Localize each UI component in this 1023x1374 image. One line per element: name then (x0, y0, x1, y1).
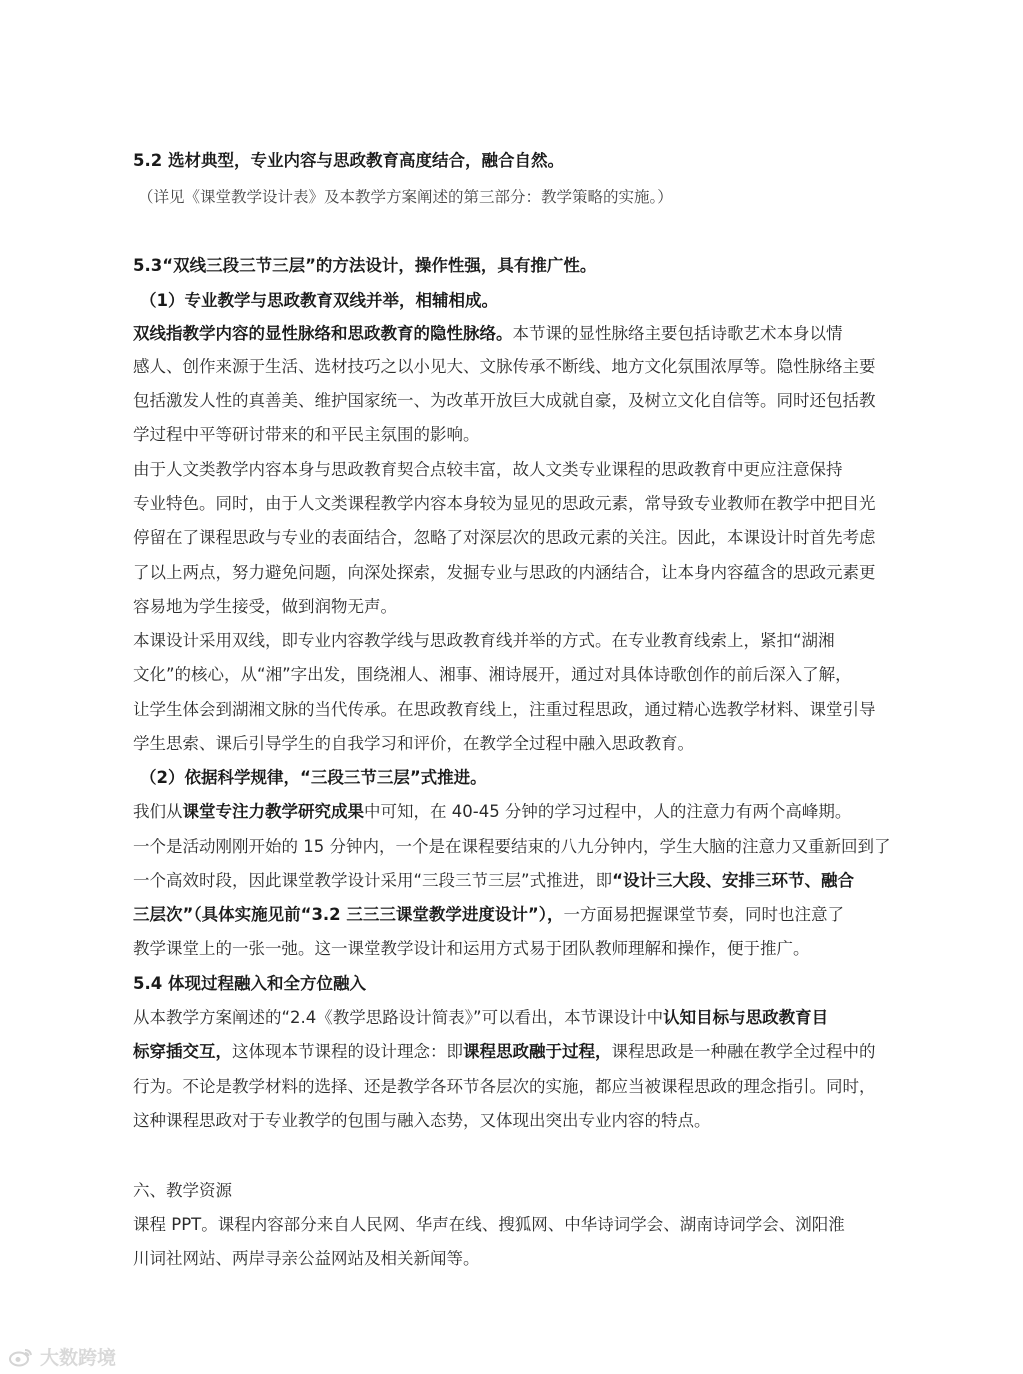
paragraph-4-line-3 (133, 870, 933, 892)
paragraph-2-line-4: 了以上两点，努力避免问题，向深处探索，发掘专业与思政的内涵结合，让本身内容蕴含的思政元素更 (133, 563, 876, 582)
section-5-2-note: （详见《课堂教学设计表》及本教学方案阐述的第三部分：教学策略的实施。） (138, 188, 673, 206)
paragraph-2-line-5: 容易地为学生接受，做到润物无声。 (133, 597, 397, 616)
section-6-line-1: 课程 PPT。课程内容部分来自人民网、华声在线、搜狐网、中华诗词学会、湖南诗词学会、浏阳淮 (133, 1215, 845, 1234)
paragraph-1-text: 本节课的显性脉络主要包括诗歌艺术本身以情 (512, 324, 843, 343)
paragraph-2-line-2: 专业特色。同时，由于人文类课程教学内容本身较为显见的思政元素，常导致专业教师在教学中把目光 (133, 494, 876, 513)
paragraph-1-line-2: 感人、创作来源于生活、选材技巧之以小见大、文脉传承不断线、地方文化氛围浓厚等。隐性脉络主要 (133, 357, 876, 376)
paragraph-4-text-d: 一方面易把握课堂节奏，同时也注意了 (563, 905, 845, 924)
section-5-4-line-3: 行为。不论是教学材料的选择、还是教学各环节各层次的实施，都应当被课程思政的理念指引。同时， (133, 1077, 876, 1096)
paragraph-4-line-5: 教学课堂上的一张一弛。这一课堂教学设计和运用方式易于团队教师理解和操作，便于推广。 (133, 939, 810, 958)
paragraph-4-line-1 (133, 801, 933, 823)
section-5-4-line-2 (133, 1041, 933, 1063)
paragraph-2-line-1: 由于人文类教学内容本身与思政教育契合点较丰富，故人文类专业课程的思政教育中更应注意保持 (133, 460, 843, 479)
paragraph-1-line-4: 学过程中平等研讨带来的和平民主氛围的影响。 (133, 425, 480, 444)
paragraph-4-line-2: 一个是活动刚刚开始的 15 分钟内，一个是在课程要结束的八九分钟内，学生大脑的注意力又重新回到了 (133, 837, 891, 856)
paragraph-4-emphasis-2: “设计三大段、安排三环节、融合 (612, 871, 854, 890)
section-5-4-text-c: 课程思政是一种融在教学全过程中的 (611, 1042, 876, 1061)
section-5-3-heading: 5.3“双线三段三节三层”的方法设计，操作性强，具有推广性。 (133, 256, 597, 275)
section-6-heading: 六、教学资源 (133, 1181, 232, 1200)
section-5-4-emphasis-c: 课程思政融于过程， (463, 1042, 612, 1061)
watermark-text: 大数跨境 (40, 1347, 117, 1369)
section-5-4-line-1 (133, 1007, 933, 1029)
subsection-2-heading: （2）依据科学规律，“三段三节三层”式推进。 (140, 768, 487, 787)
section-5-4-emphasis-a: 认知目标与思政教育目 (663, 1008, 829, 1027)
paragraph-2-line-3: 停留在了课程思政与专业的表面结合，忽略了对深层次的思政元素的关注。因此，本课设计时首先考虑 (133, 528, 876, 547)
section-5-4-heading: 5.4 体现过程融入和全方位融入 (133, 974, 366, 993)
paragraph-4-emphasis-3: 三层次”（具体实施见前“3.2 三三三课堂教学进度设计”）， (133, 905, 564, 924)
subsection-1-heading: （1）专业教学与思政教育双线并举，相辅相成。 (140, 291, 498, 310)
paragraph-4-text-a: 我们从 (133, 802, 183, 821)
section-6-line-2: 川词社网站、两岸寻亲公益网站及相关新闻等。 (133, 1249, 480, 1268)
section-5-4-line-4: 这种课程思政对于专业教学的包围与融入态势，又体现出突出专业内容的特点。 (133, 1111, 711, 1130)
paragraph-3-line-1: 本课设计采用双线，即专业内容教学线与思政教育线并举的方式。在专业教育线索上，紧扣“湖湘 (133, 631, 835, 650)
section-5-4-text-a: 从本教学方案阐述的“2.4《教学思路设计简表》”可以看出，本节课设计中 (133, 1008, 664, 1027)
paragraph-3-line-4: 学生思索、课后引导学生的自我学习和评价，在教学全过程中融入思政教育。 (133, 734, 694, 753)
paragraph-4-emphasis: 课堂专注力教学研究成果 (182, 802, 364, 821)
paragraph-3-line-3: 让学生体会到湖湘文脉的当代传承。在思政教育线上，注重过程思政，通过精心选教学材料、课堂引导 (133, 700, 876, 719)
paragraph-1-line-1 (133, 323, 933, 345)
sina-weibo-icon (8, 1347, 34, 1367)
section-5-2-heading: 5.2 选材典型，专业内容与思政教育高度结合，融合自然。 (133, 151, 564, 170)
watermark (8, 1343, 116, 1370)
section-5-4-emphasis-b: 标穿插交互， (133, 1042, 232, 1061)
section-5-4-text-b: 这体现本节课程的设计理念：即 (232, 1042, 463, 1061)
paragraph-1-line-3: 包括激发人性的真善美、维护国家统一、为改革开放巨大成就自豪，及树立文化自信等。同时还包括教 (133, 391, 876, 410)
paragraph-4-line-4 (133, 904, 933, 926)
paragraph-1-lead: 双线指教学内容的显性脉络和思政教育的隐性脉络。 (133, 324, 513, 343)
paragraph-3-line-2: 文化”的核心，从“湘”字出发，围绕湘人、湘事、湘诗展开，通过对具体诗歌创作的前后深入了解， (133, 665, 852, 684)
paragraph-4-text-b: 中可知，在 40-45 分钟的学习过程中，人的注意力有两个高峰期。 (364, 802, 852, 821)
paragraph-4-text-c: 一个高效时段，因此课堂教学设计采用“三段三节三层”式推进，即 (133, 871, 613, 890)
